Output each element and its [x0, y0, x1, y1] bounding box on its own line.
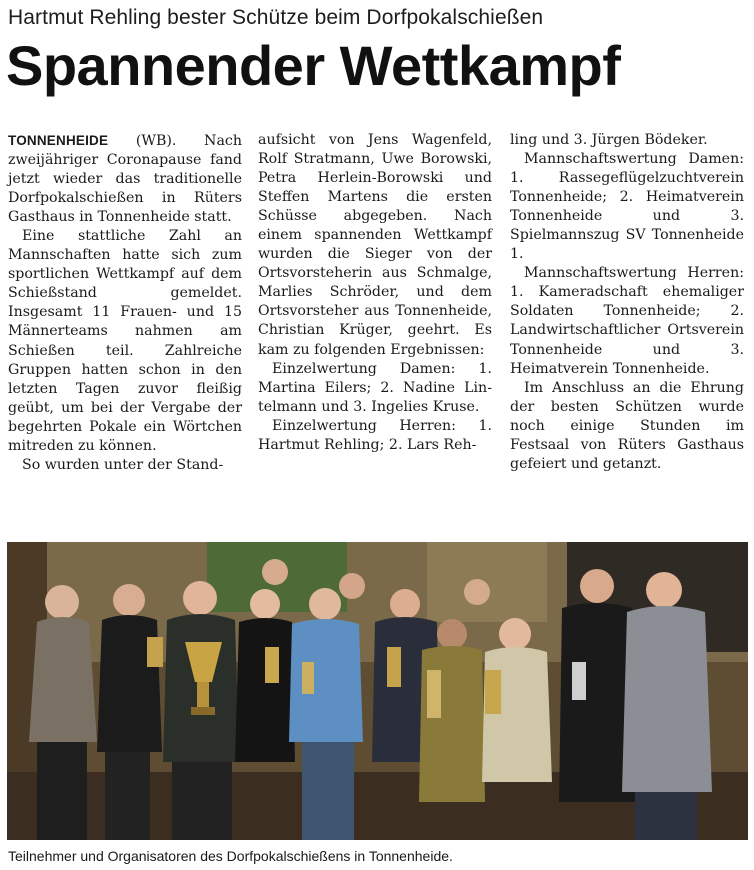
group-photo-illustration: [7, 542, 748, 840]
paragraph-intro-text: (WB). Nach zweijähriger Coronapause fand jetzt wieder das traditionelle Dorfpokalschießen in Rüters Gasthaus in Tonnenheide statt.: [8, 133, 242, 226]
article-headline: Spannender Wettkampf: [6, 34, 621, 97]
paragraph: ling und 3. Jürgen Bödeker.: [510, 132, 708, 148]
article-body: [8, 131, 748, 526]
paragraph: Mannschaftswertung Herren: 1. Kameradschaft ehemaliger Soldaten Tonnenheide; 2. Landwirtschaftlicher Ortsverein Tonnenheide und 3. Heimatverein Tonnenheide.: [510, 265, 744, 377]
group-photo: [7, 542, 748, 840]
dateline: TONNENHEIDE: [8, 133, 109, 148]
article-kicker: Hartmut Rehling bester Schütze beim Dorfpokalschießen: [8, 6, 544, 29]
photo-caption: Teilnehmer und Organisatoren des Dorfpokalschießens in Tonnenheide.: [8, 848, 453, 864]
paragraph: aufsicht von Jens Wagenfeld, Rolf Stratmann, Uwe Borowski, Petra Herlein-Borowski und Steffen Martens die ersten Schüsse abgegeben. Nach einem spannenden Wettkampf wurden die Sieger von der Ortsvorsteherin aus Schmalge, Marlies Schröder, und dem Ortsvorsteher aus Tonnenheide, Christian Krüger, geehrt. Es kam zu folgenden Ergebnissen:: [258, 132, 492, 358]
paragraph: Eine stattliche Zahl an Mannschaften hatte sich zum sportlichen Wettkampf auf dem Schießstand gemeldet. Insgesamt 11 Frauen- und 15 Männerteams nahmen am Schießen teil. Zahlreiche Gruppen hatten schon in den letzten Tagen zuvor fleißig geübt, um bei der Vergabe der begehrten Pokale ein Wörtchen mitreden zu können.: [8, 228, 242, 454]
article-column-3: [510, 131, 744, 474]
paragraph: Mannschaftswertung Damen: 1. Rassegeflügelzuchtverein Tonnenheide; 2. Heimatverein Tonnenheide und 3. Spielmannszug SV Tonnenheide 1.: [510, 151, 744, 263]
article-column-2: [258, 131, 492, 455]
paragraph: Einzelwertung Herren: 1. Hartmut Rehling; 2. Lars Reh-: [258, 417, 492, 453]
paragraph-intro: [8, 131, 242, 227]
paragraph: Im Anschluss an die Ehrung der besten Schützen wurde noch einige Stunden im Festsaal von Rüters Gasthaus gefeiert und getanzt.: [510, 379, 744, 472]
article-column-1: [8, 131, 242, 475]
paragraph: So wurden unter der Stand-: [22, 456, 224, 473]
paragraph: Einzelwertung Damen: 1. Martina Eilers; 2. Nadine Lintelmann und 3. Ingelies Kruse.: [258, 360, 492, 415]
